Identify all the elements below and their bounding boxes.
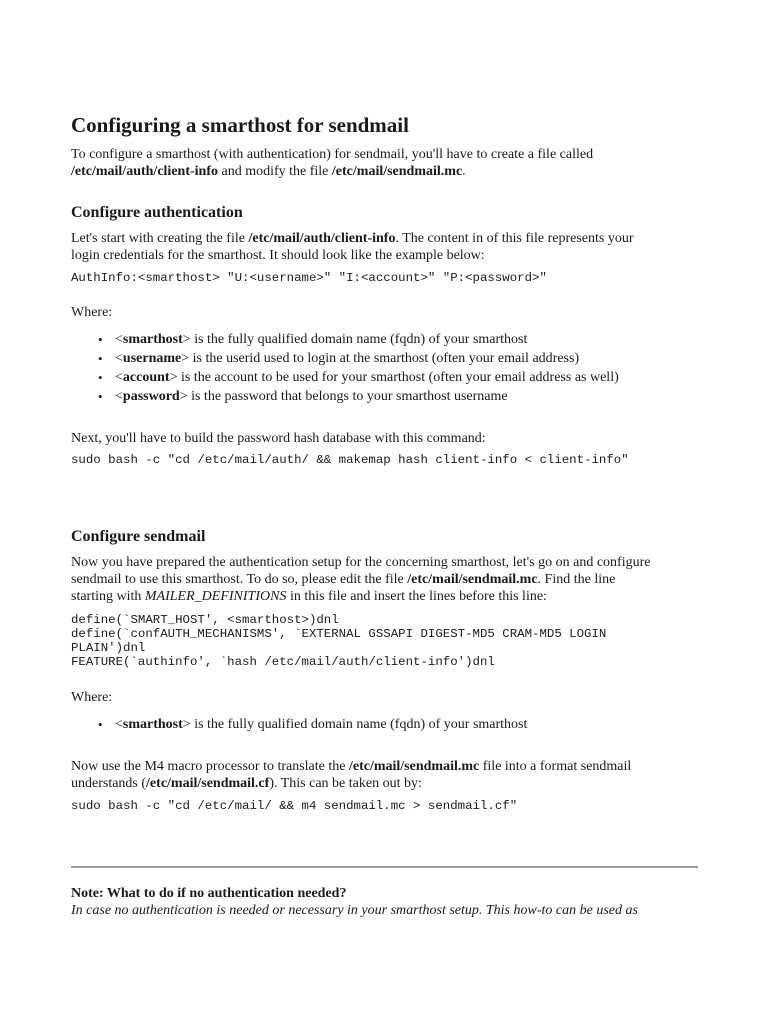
bullet-prefix: <: [115, 717, 123, 732]
intro-file-client-info: /etc/mail/auth/client-info: [71, 164, 218, 179]
bullet-term: password: [122, 389, 180, 404]
intro-text-3: .: [462, 164, 466, 179]
section-heading-sendmail: Configure sendmail: [71, 528, 206, 545]
bullet-description: > is the account to be used for your smarthost (often your email address as well): [169, 370, 619, 385]
bullet-description: > is the password that belongs to your smarthost username: [179, 389, 508, 404]
list-item: [98, 368, 619, 387]
m4-file-sendmail-mc: /etc/mail/sendmail.mc: [348, 759, 480, 774]
sendmail-text-5: in this file and insert the lines before this line:: [286, 589, 547, 604]
sendmail-bullet-list: [98, 715, 527, 734]
page-title: Configuring a smarthost for sendmail: [71, 113, 409, 137]
m4-file-sendmail-cf: /etc/mail/sendmail.cf: [146, 776, 270, 791]
authinfo-code: AuthInfo:<smarthost> "U:<username>" "I:<account>" "P:<password>": [71, 271, 547, 285]
code-line: define(`confAUTH_MECHANISMS', `EXTERNAL GSSAPI DIGEST-MD5 CRAM-MD5 LOGIN: [71, 627, 607, 641]
sendmail-text-4: starting with: [71, 589, 145, 604]
bullet-term: smarthost: [122, 332, 183, 347]
m4-text-4: ). This can be taken out by:: [269, 776, 422, 791]
note-heading: Note: What to do if no authentication needed?: [71, 886, 347, 901]
bullet-description: > is the fully qualified domain name (fqdn) of your smarthost: [182, 717, 528, 732]
sendmail-text-1: Now you have prepared the authentication setup for the concerning smarthost, let's go on and configure: [71, 555, 651, 570]
auth-text-3: login credentials for the smarthost. It should look like the example below:: [71, 248, 485, 263]
bullet-term: username: [122, 351, 182, 366]
intro-file-sendmail-mc: /etc/mail/sendmail.mc: [331, 164, 463, 179]
m4-text-3: understands (: [71, 776, 147, 791]
section-heading-auth: Configure authentication: [71, 204, 243, 221]
bullet-prefix: <: [115, 332, 123, 347]
bullet-term: smarthost: [122, 717, 183, 732]
makemap-command: sudo bash -c "cd /etc/mail/auth/ && makemap hash client-info < client-info": [71, 453, 629, 467]
auth-text-1: Let's start with creating the file: [71, 231, 249, 246]
sendmail-file-mc: /etc/mail/sendmail.mc: [407, 572, 538, 587]
intro-text-1: To configure a smarthost (with authentication) for sendmail, you'll have to create a file called: [71, 147, 594, 162]
sendmail-text-2: sendmail to use this smarthost. To do so, please edit the file: [71, 572, 408, 587]
note-block: [71, 885, 698, 919]
list-item: [98, 349, 619, 368]
section-divider: [71, 866, 698, 868]
intro-paragraph: [71, 146, 698, 180]
sendmail-mc-code: [71, 613, 691, 669]
sendmail-text-3: . Find the line: [537, 572, 616, 587]
bullet-prefix: <: [115, 389, 123, 404]
list-item: [98, 330, 619, 349]
code-line: define(`SMART_HOST', <smarthost>)dnl: [71, 613, 339, 627]
m4-command: sudo bash -c "cd /etc/mail/ && m4 sendmail.mc > sendmail.cf": [71, 799, 518, 813]
auth-text-2: . The content in of this file represents your: [395, 231, 634, 246]
makemap-intro: Next, you'll have to build the password hash database with this command:: [71, 431, 486, 446]
mailer-definitions-term: MAILER_DEFINITIONS: [144, 589, 287, 604]
auth-paragraph: [71, 230, 698, 264]
auth-file-client-info: /etc/mail/auth/client-info: [248, 231, 396, 246]
m4-paragraph: [71, 758, 698, 792]
sendmail-paragraph: [71, 554, 698, 605]
m4-text-1: Now use the M4 macro processor to translate the: [71, 759, 349, 774]
bullet-description: > is the userid used to login at the smarthost (often your email address): [181, 351, 580, 366]
bullet-prefix: <: [115, 370, 123, 385]
bullet-description: > is the fully qualified domain name (fqdn) of your smarthost: [182, 332, 528, 347]
code-line: PLAIN')dnl: [71, 641, 146, 655]
list-item: [98, 387, 619, 406]
note-text: In case no authentication is needed or necessary in your smarthost setup. This how-to can be used as: [71, 903, 638, 918]
bullet-term: account: [122, 370, 170, 385]
bullet-prefix: <: [115, 351, 123, 366]
list-item: [98, 715, 527, 734]
auth-where-label: Where:: [71, 305, 113, 320]
auth-bullet-list: [98, 330, 619, 406]
m4-text-2: file into a format sendmail: [479, 759, 632, 774]
sendmail-where-label: Where:: [71, 690, 113, 705]
intro-text-2: and modify the file: [217, 164, 332, 179]
code-line: FEATURE(`authinfo', `hash /etc/mail/auth/client-info')dnl: [71, 655, 495, 669]
